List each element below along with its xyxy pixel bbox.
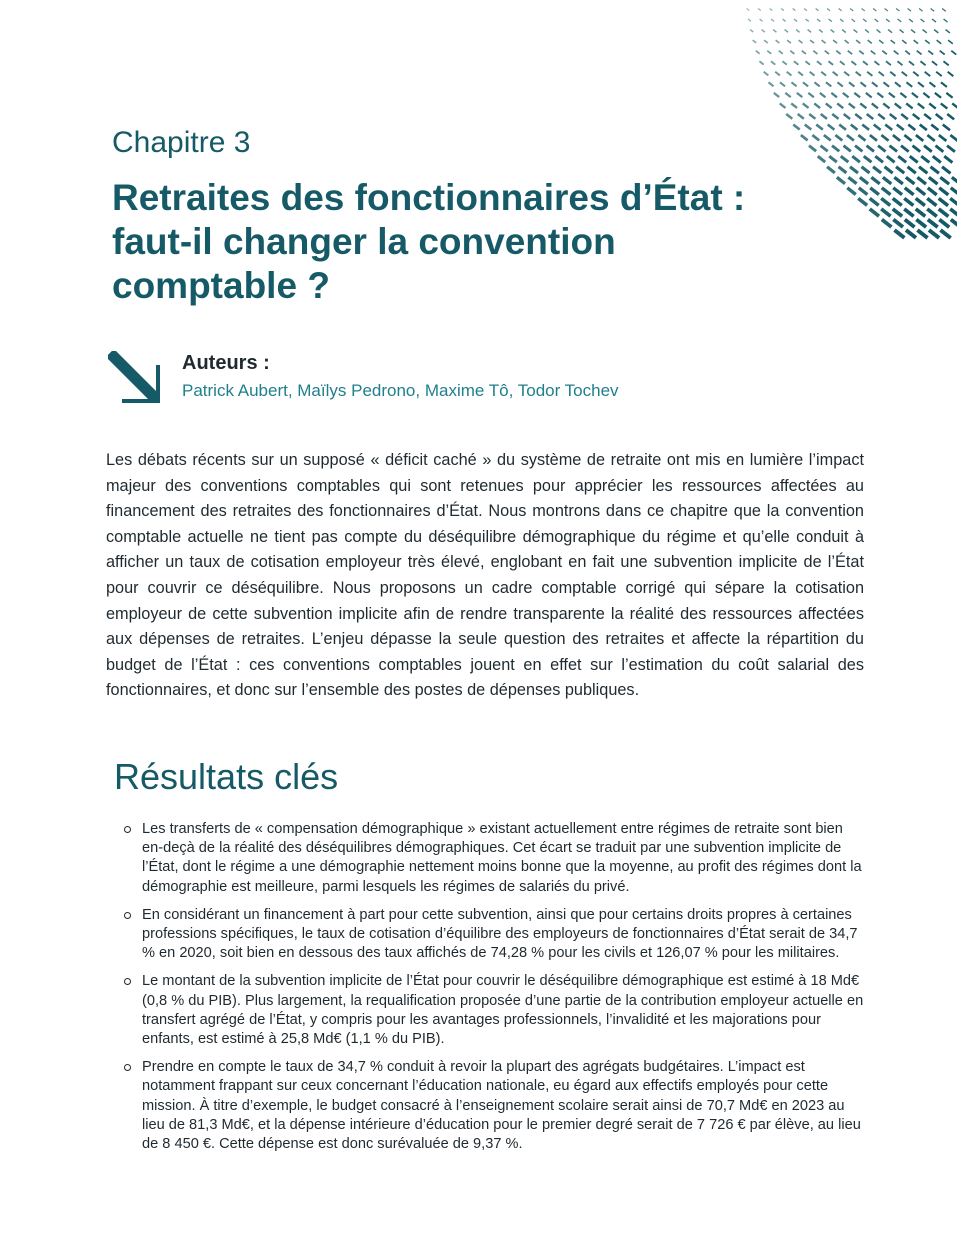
chapter-title: Retraites des fonctionnaires d’État : faut-il changer la convention comptable ? xyxy=(112,177,746,306)
chapter-label: Chapitre 3 xyxy=(112,126,251,159)
list-item xyxy=(122,972,867,1049)
list-item-text: Le montant de la subvention implicite de l’État pour couvrir le déséquilibre démographique est estimé à 18 Md€ (0,8 % du PIB). Plus largement, la requalification proposée d’une partie de la contribution employeur actuelle en transfert agrégé de l’État, y compris pour les avantages professionnels, l’invalidité et les majorations pour enfants, est estimé à 25,8 Md€ (1,1 % du PIB). xyxy=(142,973,864,1048)
list-item-text: Prendre en compte le taux de 34,7 % conduit à revoir la plupart des agrégats budgétaires. L’impact est notamment frappant sur ceux concernant l’éducation nationale, eu égard aux effectifs employés pour cette mission. À titre d’exemple, le budget consacré à l’enseignement scolaire serait ainsi de 70,7 Md€ en 2023 au lieu de 81,3 Md€, et la dépense intérieure d’éducation pour le premier degré serait de 7 726 € par élève, au lieu de 8 450 €. Cette dépense est donc surévaluée de 9,37 %. xyxy=(142,1059,861,1153)
authors-heading: Auteurs : xyxy=(182,352,270,374)
arrow-down-right-icon xyxy=(108,351,160,403)
list-item-text: Les transferts de « compensation démographique » existant actuellement entre régimes de retraite sont bien en-deçà de la réalité des déséquilibres démographiques. Cet écart se traduit par une subvention implicite de l’État, dont le régime a une démographie nettement moins bonne que la moyenne, au profit des régimes dont la démographie est meilleure, parmi lesquels les régimes de salariés du privé. xyxy=(142,821,862,895)
key-results-list xyxy=(122,820,867,1163)
list-item xyxy=(122,906,867,964)
abstract-paragraph: Les débats récents sur un supposé « déficit caché » du système de retraite ont mis en lumière l’impact majeur des conventions comptables qui sont retenues pour apprécier les ressources affectées au financement des retraites des fonctionnaires d’État. Nous montrons dans ce chapitre que la convention comptable actuelle ne tient pas compte du déséquilibre démographique du régime et qu’elle conduit à afficher un taux de cotisation employeur très élevé, englobant en fait une subvention implicite de l’État pour couvrir ce déséquilibre. Nous proposons un cadre comptable corrigé qui sépare la cotisation employeur de cette subvention implicite afin de rendre transparente la réalité des ressources affectées aux dépenses de retraites. L’enjeu dépasse la seule question des retraites et affecte la répartition du budget de l’État : ces conventions comptables jouent en effet sur l’estimation du coût salarial des fonctionnaires, et donc sur l’ensemble des postes de dépenses publiques. xyxy=(106,451,864,700)
authors-list: Patrick Aubert, Maïlys Pedrono, Maxime Tô, Todor Tochev xyxy=(182,381,619,400)
bullet-icon xyxy=(124,912,131,919)
list-item-text: En considérant un financement à part pour cette subvention, ainsi que pour certains droits propres à certaines professions spécifiques, le taux de cotisation d’équilibre des employeurs de fonctionnaires d’État serait de 34,7 % en 2020, soit bien en dessous des taux affichés de 74,28 % pour les civils et 126,07 % pour les militaires. xyxy=(142,906,858,962)
list-item xyxy=(122,1058,867,1154)
key-results-heading: Résultats clés xyxy=(114,756,339,797)
bullet-icon xyxy=(124,1064,131,1071)
list-item xyxy=(122,820,867,897)
bullet-icon xyxy=(124,826,131,833)
bullet-icon xyxy=(124,978,131,985)
